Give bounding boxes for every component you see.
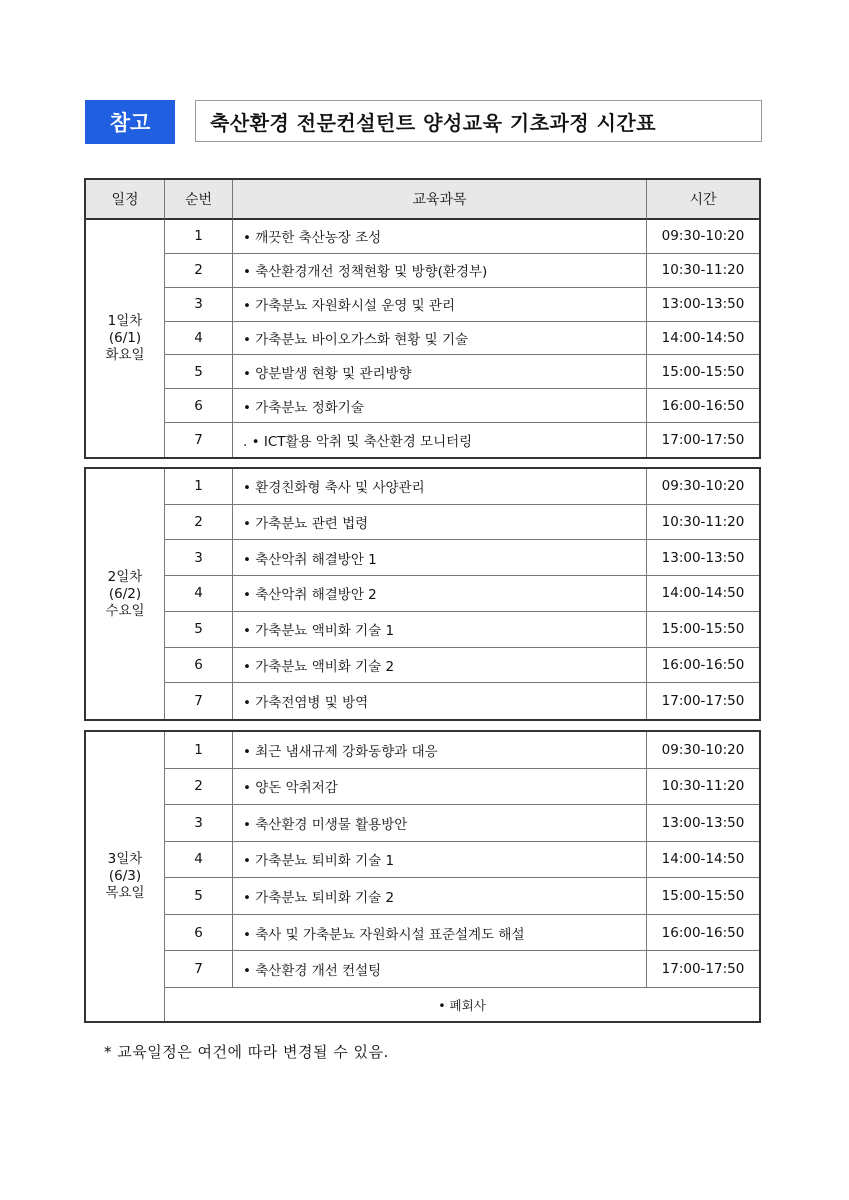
row-time: 10:30-11:20 [647,505,759,541]
row-subject: • 가축분뇨 퇴비화 기술 2 [233,878,647,915]
closing-ceremony: • 폐회사 [438,997,486,1013]
row-seq: 4 [165,576,233,612]
header-day: 일정 [86,180,165,220]
row-subject: • 가축분뇨 바이오가스화 현황 및 기술 [233,322,647,356]
row-seq: 1 [165,220,233,254]
row-seq: 2 [165,254,233,288]
row-time: 10:30-11:20 [647,769,759,806]
row-seq: 6 [165,915,233,952]
day-weekday: 화요일 [105,347,145,363]
row-seq: 5 [165,878,233,915]
row-time: 15:00-15:50 [647,878,759,915]
header-seq: 순번 [165,180,233,220]
row-time: 14:00-14:50 [647,842,759,879]
day-date: (6/2) [108,585,142,602]
row-time: 09:30-10:20 [647,732,759,769]
row-subject: • 축산환경개선 정책현황 및 방향(환경부) [233,254,647,288]
row-seq: 3 [165,805,233,842]
row-time: 16:00-16:50 [647,915,759,952]
day-label: 1일차 [107,313,143,329]
row-seq: 4 [165,322,233,356]
row-subject: • 축사 및 가축분뇨 자원화시설 표준설계도 해설 [233,915,647,952]
row-seq: 5 [165,355,233,389]
day-label: 3일차 [107,851,143,867]
row-time: 10:30-11:20 [647,254,759,288]
row-subject: • 축산환경 개선 컨설팅 [233,951,647,988]
day-weekday: 목요일 [105,885,145,901]
row-seq: 3 [165,540,233,576]
row-time: 09:30-10:20 [647,220,759,254]
schedule-table-day1 [84,178,761,459]
row-time: 17:00-17:50 [661,432,745,449]
row-subject: • 양분발생 현황 및 관리방향 [233,355,647,389]
row-subject: • 가축전염병 및 방역 [233,683,647,719]
day-cell [86,220,165,457]
row-subject: • 양돈 악취저감 [233,769,647,806]
row-seq: 3 [165,288,233,322]
row-subject: . • ICT활용 악취 및 축산환경 모니터링 [233,423,647,457]
row-subject: • 축산악취 해결방안 2 [233,576,647,612]
day-weekday: 수요일 [105,602,145,619]
row-subject: • 깨끗한 축산농장 조성 [233,220,647,254]
row-seq: 2 [165,769,233,806]
row-time: 16:00-16:50 [647,648,759,684]
row-seq: 1 [165,469,233,505]
schedule-table-day3 [84,730,761,1023]
row-subject: • 축산환경 미생물 활용방안 [233,805,647,842]
row-seq: 7 [165,951,233,988]
row-subject: • 가축분뇨 퇴비화 기술 1 [233,842,647,879]
row-time: 17:00-17:50 [647,951,759,988]
row-seq: 5 [165,612,233,648]
row-seq: 2 [165,505,233,541]
row-time: 09:30-10:20 [647,469,759,505]
day-date: (6/1) [108,330,142,346]
row-subject: • 가축분뇨 액비화 기술 2 [233,648,647,684]
header-time: 시간 [647,180,759,220]
row-seq: 6 [165,389,233,423]
page-title: 축산환경 전문컨설턴트 양성교육 기초과정 시간표 [195,100,762,142]
header-subject: 교육과목 [233,180,647,220]
row-time: 15:00-15:50 [647,612,759,648]
row-time: 14:00-14:50 [647,322,759,356]
row-seq: 1 [165,732,233,769]
row-seq: 7 [165,683,233,719]
row-time: 17:00-17:50 [661,693,745,710]
row-subject: • 가축분뇨 정화기술 [233,389,647,423]
row-subject: • 가축분뇨 관련 법령 [233,505,647,541]
row-seq: 6 [165,648,233,684]
day-cell [86,732,165,1021]
day-label: 2일차 [107,568,143,585]
row-time: 14:00-14:50 [647,576,759,612]
row-time: 13:00-13:50 [647,540,759,576]
reference-badge: 참고 [85,100,175,144]
day-cell [86,469,165,719]
row-seq: 4 [165,842,233,879]
row-time: 16:00-16:50 [647,389,759,423]
footnote: * 교육일정은 여건에 따라 변경될 수 있음. [104,1043,389,1061]
page-header [85,100,764,144]
row-seq: 7 [165,423,233,457]
row-subject: • 환경친화형 축사 및 사양관리 [233,469,647,505]
row-subject: • 가축분뇨 액비화 기술 1 [233,612,647,648]
row-time: 15:00-15:50 [647,355,759,389]
row-subject: • 가축분뇨 자원화시설 운영 및 관리 [233,288,647,322]
row-time: 13:00-13:50 [647,805,759,842]
row-subject: • 축산악취 해결방안 1 [233,540,647,576]
row-time: 13:00-13:50 [647,288,759,322]
day-date: (6/3) [108,868,142,884]
row-subject: • 최근 냄새규제 강화동향과 대응 [233,732,647,769]
schedule-table-day2 [84,467,761,721]
